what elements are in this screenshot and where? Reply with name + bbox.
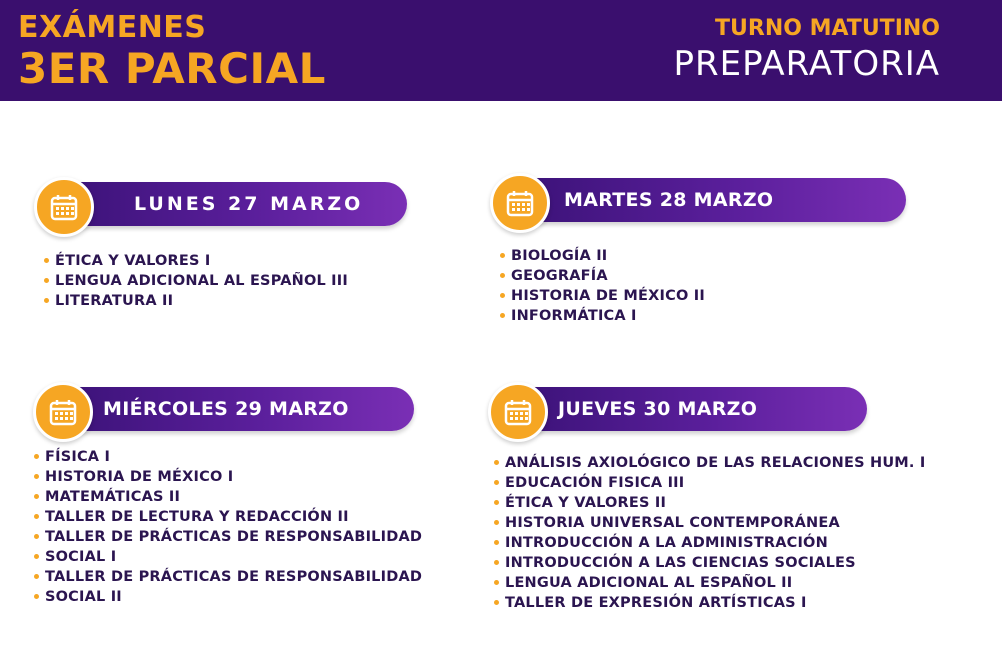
list-item: SOCIAL I (34, 547, 422, 567)
list-item: TALLER DE LECTURA Y REDACCIÓN II (34, 507, 422, 527)
calendar-icon (488, 382, 548, 442)
list-item: HISTORIA DE MÉXICO I (34, 467, 422, 487)
day-label: MIÉRCOLES 29 MARZO (103, 398, 349, 420)
subject-list-wednesday (34, 447, 422, 607)
list-item: ANÁLISIS AXIOLÓGICO DE LAS RELACIONES HUM. I (494, 453, 926, 473)
list-item: GEOGRAFÍA (500, 266, 705, 286)
list-item: MATEMÁTICAS II (34, 487, 422, 507)
calendar-icon (34, 177, 94, 237)
subject-list-tuesday (500, 246, 705, 326)
title-line-2: 3ER PARCIAL (18, 44, 326, 93)
list-item: SOCIAL II (34, 587, 422, 607)
list-item: BIOLOGÍA II (500, 246, 705, 266)
level-label: PREPARATORIA (673, 44, 940, 84)
list-item: TALLER DE PRÁCTICAS DE RESPONSABILIDAD (34, 567, 422, 587)
day-label: LUNES 27 MARZO (134, 193, 364, 215)
day-pill (73, 387, 414, 431)
list-item: TALLER DE EXPRESIÓN ARTÍSTICAS I (494, 593, 926, 613)
header-banner (0, 0, 1002, 101)
calendar-icon (33, 382, 93, 442)
calendar-icon (490, 173, 550, 233)
list-item: INTRODUCCIÓN A LAS CIENCIAS SOCIALES (494, 553, 926, 573)
list-item: TALLER DE PRÁCTICAS DE RESPONSABILIDAD (34, 527, 422, 547)
subject-list-thursday (494, 453, 926, 613)
shift-label: TURNO MATUTINO (715, 16, 940, 41)
list-item: INTRODUCCIÓN A LA ADMINISTRACIÓN (494, 533, 926, 553)
list-item: FÍSICA I (34, 447, 422, 467)
list-item: LENGUA ADICIONAL AL ESPAÑOL III (44, 271, 348, 291)
list-item: ÉTICA Y VALORES II (494, 493, 926, 513)
day-pill (530, 178, 906, 222)
day-pill (528, 387, 867, 431)
list-item: ÉTICA Y VALORES I (44, 251, 348, 271)
day-label: JUEVES 30 MARZO (558, 398, 758, 420)
list-item: EDUCACIÓN FISICA III (494, 473, 926, 493)
subject-list-monday (44, 251, 348, 311)
day-pill (74, 182, 407, 226)
list-item: HISTORIA DE MÉXICO II (500, 286, 705, 306)
day-label: MARTES 28 MARZO (564, 189, 774, 211)
list-item: LITERATURA II (44, 291, 348, 311)
list-item: LENGUA ADICIONAL AL ESPAÑOL II (494, 573, 926, 593)
title-line-1: EXÁMENES (18, 10, 207, 45)
list-item: INFORMÁTICA I (500, 306, 705, 326)
list-item: HISTORIA UNIVERSAL CONTEMPORÁNEA (494, 513, 926, 533)
